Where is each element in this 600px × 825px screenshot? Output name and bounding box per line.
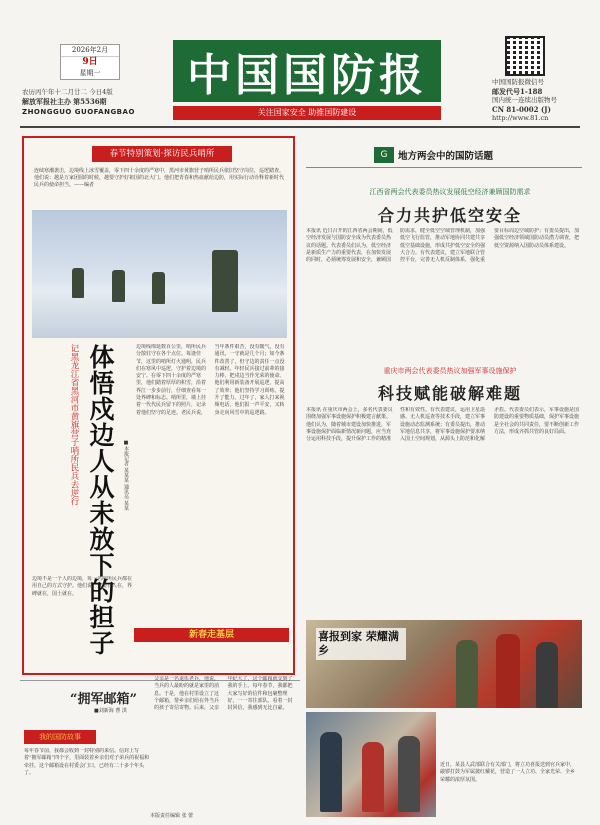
feature-byline: ■本报记者 某某某 通讯员 某某 (123, 440, 129, 511)
section-divider (306, 167, 582, 168)
article1-body: 本报讯 近日召开的江西省两会期间，低空经济发展与国防安全成为代表委员热议的话题。代表委员们认为，低空经济是新质生产力的重要代表，在加快发展的同时，必须统筹发展和安全，兼顾国防需求，健全低空空域管理机制，加强低空飞行监管，推动军地协同共建共享低空基础设施，形成共护低空安全的强大合力。有代表建议，建立军地联合管控平台，完善无人机反制体系，强化重要目标周边空域防护；有委员提出，加强低空经济领域国防动员潜力调查，把低空资源纳入国防动员体系建设。 (306, 228, 580, 264)
feature-body: 边境线绵延数百公里，哨所民兵分散驻守在各个点位。每逢佳节，这里的哨所灯火通明，民兵们在寒风中巡逻，守护着边境的安宁。在零下四十余度的严寒里，他们踏着厚厚的积雪，沿着界江一步步前行，仔细查看每一处界碑和标志。哨所里，墙上挂着一代代民兵留下的照片，记录着他们坚守的足迹。老民兵说，当年条件艰苦，没有暖气，没有通讯，一守就是几个月；如今条件改善了，但守边的责任一点没有减轻。年轻民兵接过前辈的接力棒，把戍边当作光荣的使命。他们利用新装备开展巡逻，提高了效率；他们坚持学习训练，提升了能力。过年了，家人打来视频电话，他们报一声平安，又转身走向风雪中的巡逻路。 (136, 344, 285, 416)
soldier-figure (152, 272, 165, 304)
photo-news-image-bottom (306, 712, 436, 817)
masthead-rule (20, 126, 580, 128)
column-tag: 我的国防故事 (24, 730, 96, 744)
masthead-meta-right (492, 78, 557, 123)
article2-body: 本报讯 在重庆市两会上，多名代表委员围绕加强军事设施保护积极建言献策。他们认为，随着城市建设加快推进，军事设施保护面临新情况新问题，应当充分运用科技手段，提升保护工作的精准性和有效性。有代表建议，运用卫星遥感、无人机巡查等技术手段，建立军事设施动态监测系统；有委员提出，推动军地信息共享，将军事设施保护要求纳入国土空间规划，从源头上防范和化解矛盾。代表委员们表示，军事设施是国防建设的重要物质基础，保护军事设施是全社会的共同责任，要不断创新工作方法，形成齐抓共管的良好局面。 (306, 407, 580, 443)
person-figure (398, 736, 420, 812)
photo-news-caption: 近日，某县人武部联合有关部门，将立功喜报送到官兵家中，敲锣打鼓为军属披红戴花，营造了一人立功、全家光荣、全乡荣耀的浓厚氛围。 (440, 762, 576, 783)
editor-credit: 本版责任编辑 张 蕾 (150, 813, 194, 819)
masthead-meta-left (22, 88, 113, 107)
newspaper-title: 中国国防报 (187, 50, 427, 101)
person-figure (362, 742, 384, 812)
soldier-figure (212, 250, 238, 312)
feature-tag: 春节特别策划·探访民兵哨所 (92, 146, 232, 162)
person-figure (456, 640, 478, 708)
mailbox-body-left: 每年春节前，我都会收到一封特别的来信。信封上写着“拥军邮箱”四个字，里面装着乡亲们对子弟兵的祝福和牵挂。这个邮箱设在村委会门口，已经有二十多个年头了。 (24, 748, 150, 776)
article1-title: 合力共护低空安全 (377, 206, 522, 225)
mailbox-title: “拥军邮箱” (70, 692, 137, 707)
feature-story (22, 136, 295, 675)
feature-photo (32, 210, 287, 338)
section-icon: G (374, 147, 394, 163)
date-box (60, 44, 120, 80)
feature-banner: 新春走基层 (134, 628, 289, 642)
person-figure (536, 642, 558, 708)
masthead-logo (173, 40, 441, 102)
soldier-figure (112, 270, 125, 302)
person-figure (320, 732, 342, 812)
feature-lead: 连续寒潮袭击，边境线上冰雪覆盖，零下四十余度的严寒中，黑河市黄旗营子哨所民兵依旧坚守岗位，巡逻踏查。他们说：越是万家团圆的时候，越要守护好祖国的北大门。他们把青春和热血献给边防，用实际行动诠释着新时代民兵的使命担当。——编者 (34, 168, 285, 189)
article2-title: 科技赋能破解难题 (377, 384, 522, 403)
article2-kicker: 重庆市两会代表委员热议加强军事设施保护 (383, 367, 517, 375)
photo-news-title: 喜报到家 荣耀满乡 (316, 628, 406, 660)
cn-label: 国内统一连续出版物号 (492, 96, 557, 104)
person-figure (496, 634, 520, 708)
date-weekday: 星期一 (79, 69, 101, 77)
feature-headline: 体悟戍边人从未放下的担子 (86, 344, 115, 656)
soldier-figure (72, 268, 84, 298)
mailbox-body-mid: 父亲是一名退伍老兵，他说，当兵的人最盼的就是家里的消息。于是，他在村里设立了这个邮箱，帮乡亲们给在外当兵的孩子寄信寄物。后来，父亲年纪大了，这个邮箱就交到了我的手上。每年春节，我都把大家写好的信件和包裹整理好，一一寄往部队。看着一封封回信，我感到无比自豪。 (154, 676, 293, 712)
issue-pages: 今日4版 (89, 88, 113, 96)
mailbox-byline: ■刘新海 曹 淇 (94, 708, 127, 714)
feature-subhead: 记黑龙江省黑河市黄旗营子哨所民兵去逆行 (69, 344, 79, 506)
wechat-label: 中国国防报微信号 (492, 78, 544, 86)
section-title: 地方两会中的国防话题 (398, 151, 494, 162)
feature-body-continued: 边境不是一个人的边境，每一名哨所民兵都在用自己的方式守护。他们说，只要有人在，界碑就在，国土就在。 (32, 576, 132, 597)
date-line: 2026年2月 (61, 45, 119, 57)
masthead-pinyin: ZHONGGUO GUOFANGBAO (22, 108, 135, 116)
website[interactable]: http://www.81.cn (492, 114, 549, 122)
issue-number: 第5536期 (73, 97, 107, 106)
cn-number: CN 81-0002 (J) (492, 105, 551, 114)
qr-code-icon (505, 36, 545, 76)
lunar-date: 农历丙午年十二月廿二 (22, 88, 87, 96)
postal-code: 邮发代号1-188 (492, 87, 543, 96)
masthead-slogan: 关注国家安全 助推国防建设 (173, 106, 441, 120)
section-header (374, 147, 493, 163)
publisher: 解放军报社主办 (22, 97, 71, 106)
date-day: 9日 (82, 57, 98, 67)
article1-kicker: 江西省两会代表委员热议发展低空经济兼顾国防需求 (369, 188, 531, 196)
